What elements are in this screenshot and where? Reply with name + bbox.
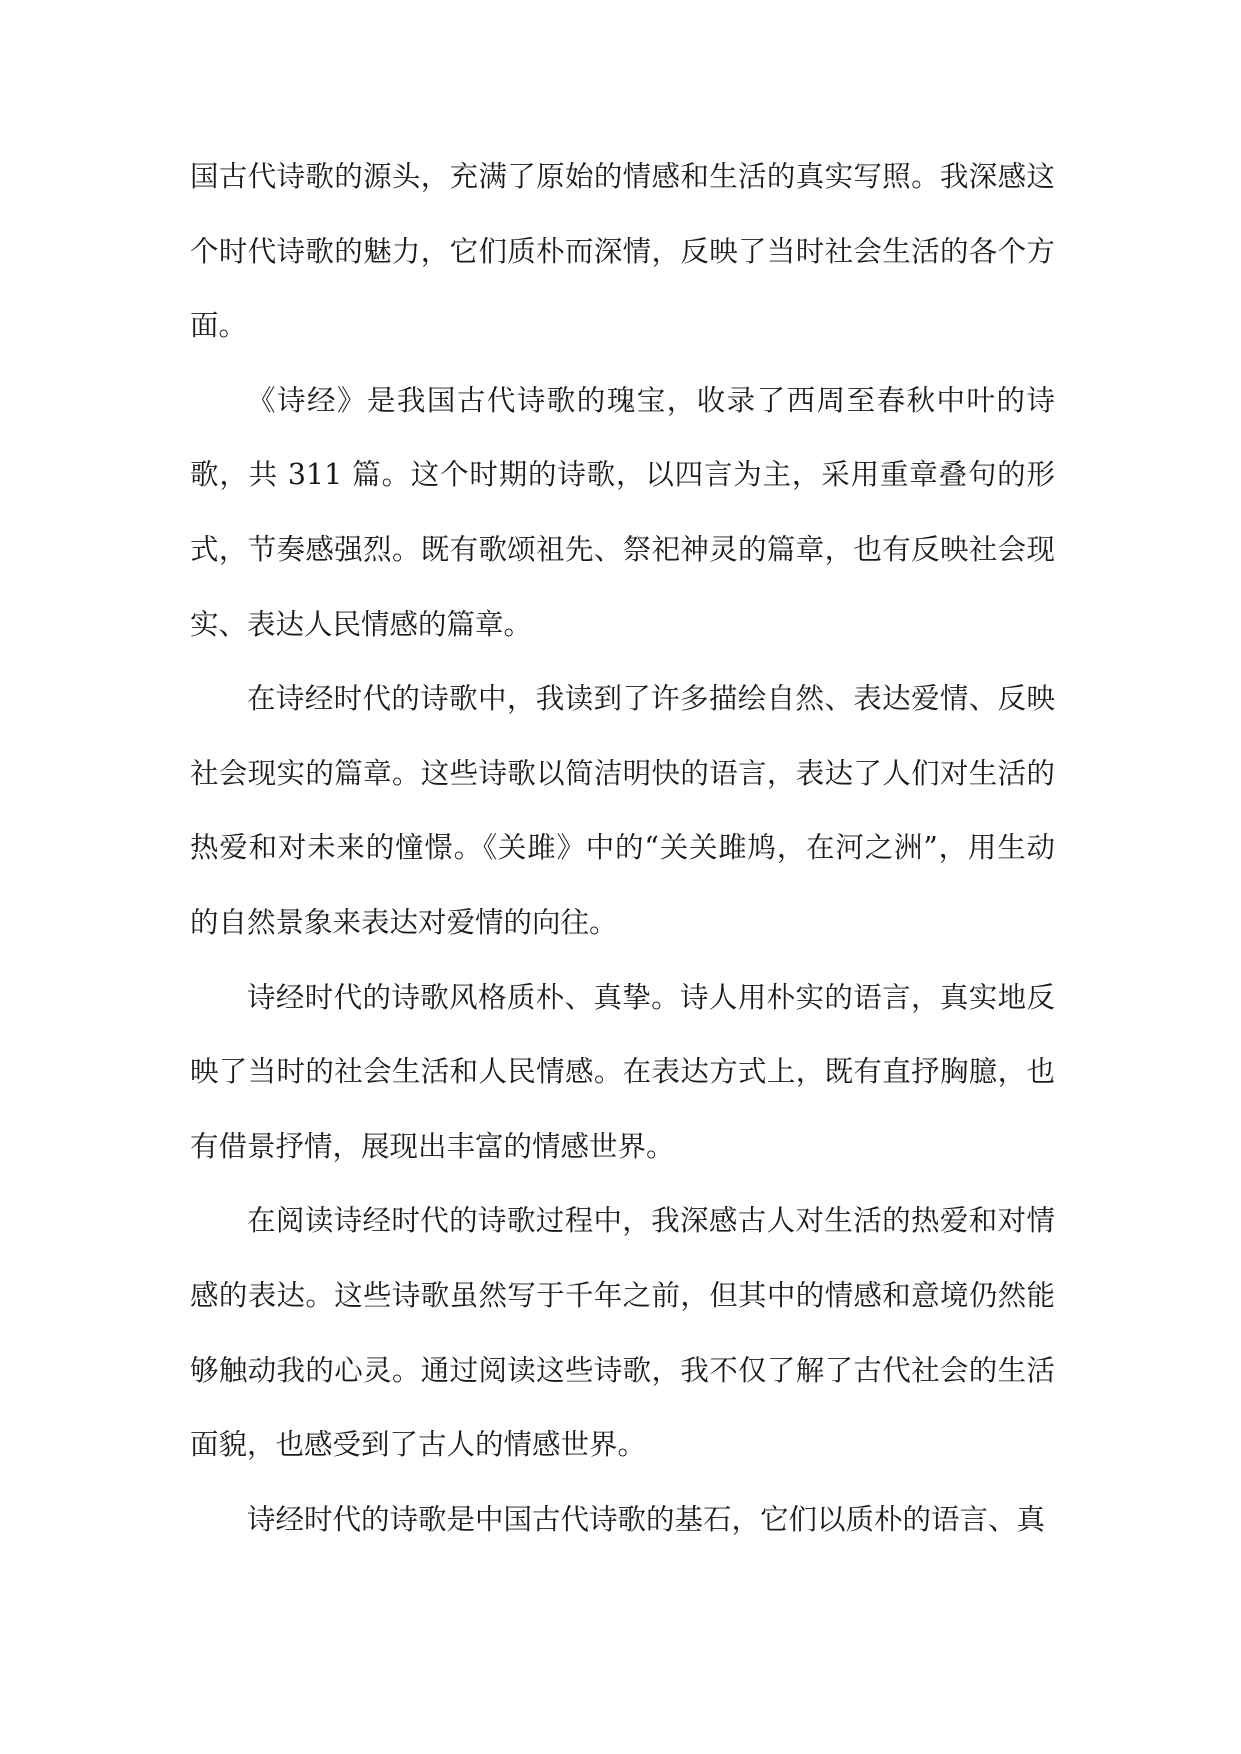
paragraph-3: 在诗经时代的诗歌中，我读到了许多描绘自然、表达爱情、反映社会现实的篇章。这些诗歌以简洁明快的语言，表达了人们对生活的热爱和对未来的憧憬。《关雎》中的“关关雎鸠，在河之洲”，用生动的自然景象来表达对爱情的向往。 <box>190 682 1055 939</box>
paragraph-4: 诗经时代的诗歌风格质朴、真挚。诗人用朴实的语言，真实地反映了当时的社会生活和人民情感。在表达方式上，既有直抒胸臆，也有借景抒情，展现出丰富的情感世界。 <box>190 980 1055 1163</box>
paragraph-5: 在阅读诗经时代的诗歌过程中，我深感古人对生活的热爱和对情感的表达。这些诗歌虽然写于千年之前，但其中的情感和意境仍然能够触动我的心灵。通过阅读这些诗歌，我不仅了解了古代社会的生活面貌，也感受到了古人的情感世界。 <box>190 1204 1055 1462</box>
paragraph-6: 诗经时代的诗歌是中国古代诗歌的基石，它们以质朴的语言、真 <box>247 1502 1046 1536</box>
paragraph-1: 国古代诗歌的源头，充满了原始的情感和生活的真实写照。我深感这个时代诗歌的魅力，它们质朴而深情，反映了当时社会生活的各个方面。 <box>190 160 1055 343</box>
paragraph-2: 《诗经》是我国古代诗歌的瑰宝，收录了西周至春秋中叶的诗歌，共 311 篇。这个时期的诗歌，以四言为主，采用重章叠句的形式，节奏感强烈。既有歌颂祖先、祭祀神灵的篇章，也有反映社会现实、表达人民情感的篇章。 <box>190 383 1055 641</box>
document-body <box>190 140 1055 1557</box>
